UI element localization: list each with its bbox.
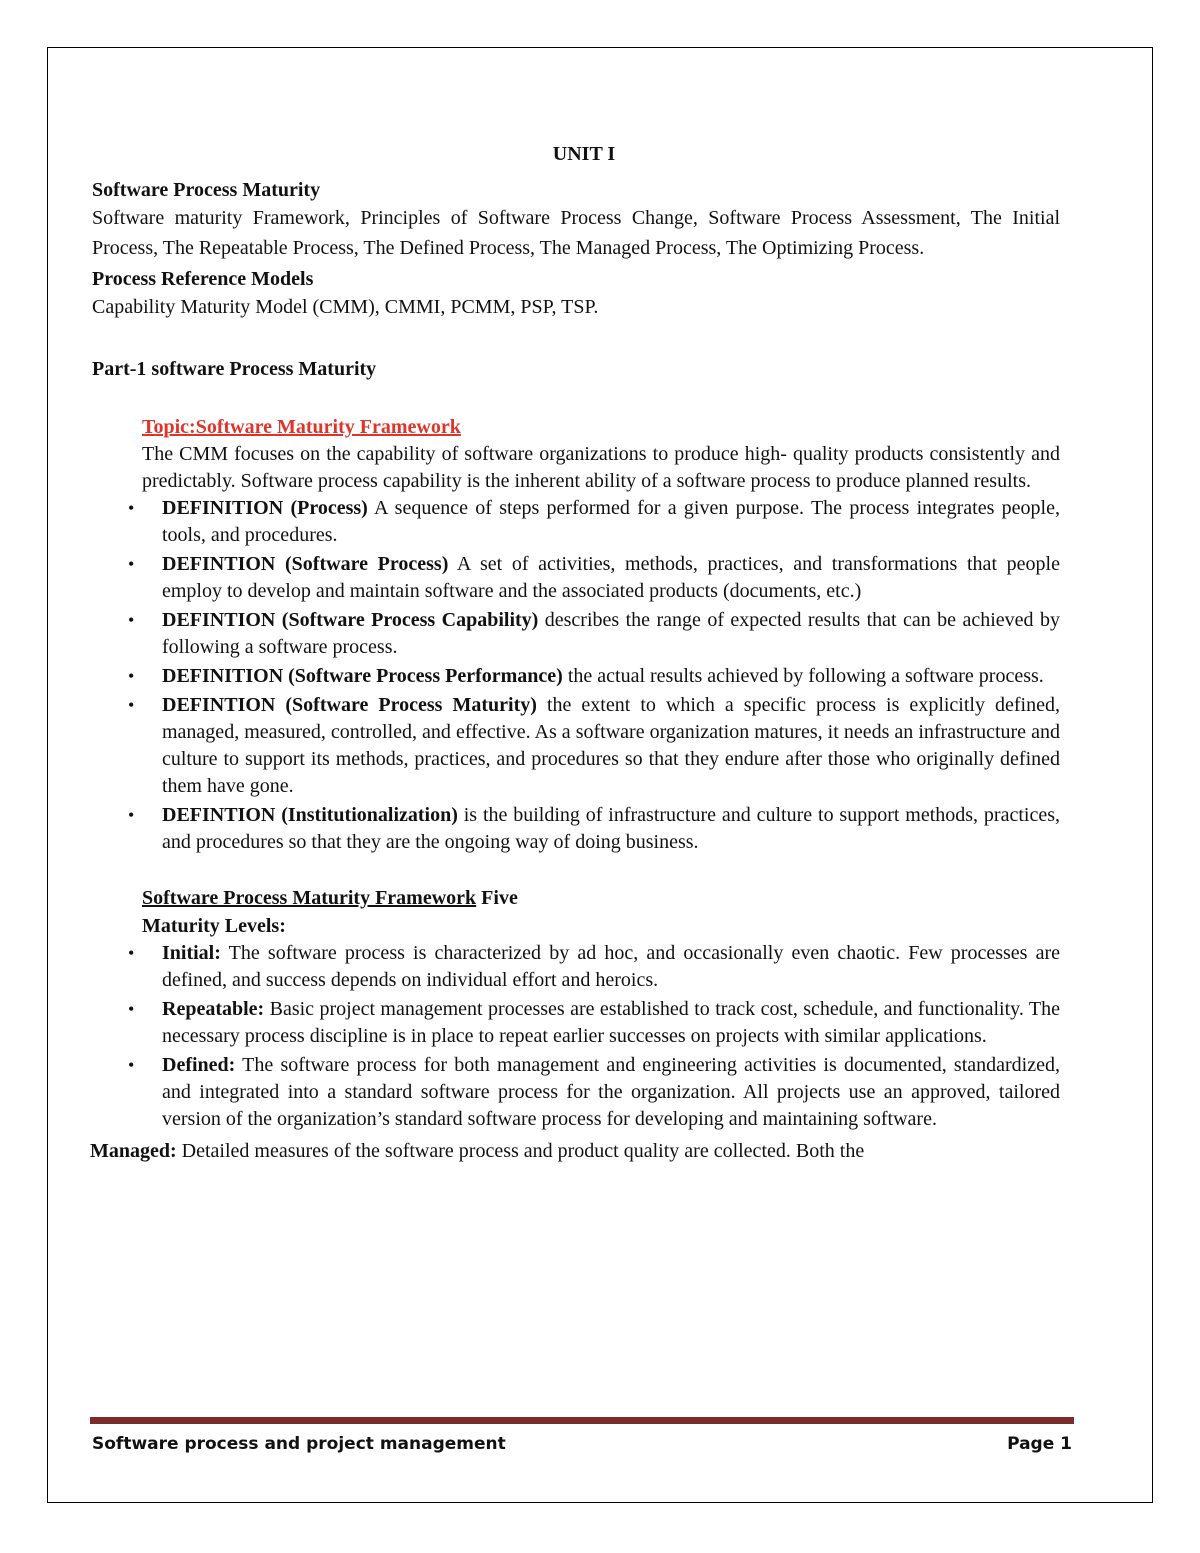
managed-paragraph	[90, 1137, 1060, 1165]
definition-text: the extent to which a specific process is explicitly defined, managed, measured, controlled, and effective. As a software organization matures, it needs an infrastructure and culture to support its methods, practices, and procedures so that they endure after those who originally defined them have gone.	[162, 693, 1060, 797]
bullet-icon: •	[128, 665, 135, 686]
list-item	[128, 1052, 1060, 1133]
level-term: Defined:	[162, 1053, 236, 1076]
managed-term: Managed:	[90, 1139, 177, 1162]
bullet-icon: •	[128, 694, 135, 715]
document-body	[92, 140, 1060, 1165]
definition-text: A sequence of steps performed for a given purpose. The process integrates people, tools, and procedures.	[162, 496, 1060, 546]
definition-term: DEFINTION (Software Process Maturity)	[162, 693, 537, 716]
topic-section	[92, 413, 1060, 495]
framework-heading	[142, 884, 1060, 912]
definition-term: DEFINITION (Process)	[162, 496, 368, 519]
maturity-levels-list	[92, 940, 1060, 1133]
framework-subheading: Maturity Levels:	[142, 914, 286, 937]
bullet-icon: •	[128, 553, 135, 574]
definition-term: DEFINTION (Software Process)	[162, 552, 449, 575]
list-item	[128, 996, 1060, 1050]
section-text-maturity: Software maturity Framework, Principles of Software Process Change, Software Process Assessment, The Initial Process, The Repeatable Process, The Defined Process, The Managed Process, The Optimizing Process.	[92, 207, 1060, 259]
footer-rule	[90, 1417, 1074, 1424]
unit-title: UNIT I	[552, 143, 616, 165]
level-text: The software process for both management and engineering activities is documented, standardized, and integrated into a standard software process for the organization. All projects use an approved, tailored version of the organization’s standard software process for developing and maintaining software.	[162, 1053, 1060, 1130]
definition-term: DEFINTION (Software Process Capability)	[162, 608, 539, 631]
section-heading-reference-models: Process Reference Models	[92, 268, 314, 290]
bullet-icon: •	[128, 942, 135, 963]
level-text: The software process is characterized by ad hoc, and occasionally even chaotic. Few processes are defined, and success depends on individual effort and heroics.	[162, 941, 1060, 991]
level-text: Basic project management processes are established to track cost, schedule, and functionality. The necessary process discipline is in place to repeat earlier successes on projects with similar applications.	[162, 997, 1060, 1047]
framework-section	[92, 884, 1060, 940]
definitions-list	[92, 495, 1060, 856]
topic-intro: The CMM focuses on the capability of software organizations to produce high- quality products consistently and predictably. Software process capability is the inherent ability of a software process to produce planned results.	[142, 442, 1060, 492]
framework-heading-rest: Five	[476, 886, 518, 909]
part-heading: Part-1 software Process Maturity	[92, 357, 377, 380]
list-item	[128, 692, 1060, 800]
list-item	[128, 551, 1060, 605]
page-number: Page 1	[1007, 1434, 1072, 1454]
level-term: Initial:	[162, 941, 221, 964]
bullet-icon: •	[128, 998, 135, 1019]
list-item	[128, 663, 1060, 690]
section-text-reference-models: Capability Maturity Model (CMM), CMMI, PCMM, PSP, TSP.	[92, 296, 599, 318]
list-item	[128, 495, 1060, 549]
bullet-icon: •	[128, 609, 135, 630]
level-term: Repeatable:	[162, 997, 265, 1020]
list-item	[128, 802, 1060, 856]
list-item	[128, 940, 1060, 994]
definition-text: A set of activities, methods, practices, and transformations that people employ to develop and maintain software and the associated products (documents, etc.)	[162, 552, 1060, 602]
definition-text: is the building of infrastructure and culture to support methods, practices, and procedures so that they are the ongoing way of doing business.	[162, 803, 1060, 853]
bullet-icon: •	[128, 1054, 135, 1075]
footer-title: Software process and project management	[92, 1434, 506, 1454]
bullet-icon: •	[128, 804, 135, 825]
bullet-icon: •	[128, 497, 135, 518]
definition-term: DEFINTION (Institutionalization)	[162, 803, 458, 826]
framework-heading-underlined: Software Process Maturity Framework	[142, 886, 477, 909]
list-item	[128, 607, 1060, 661]
section-heading-maturity: Software Process Maturity	[92, 179, 321, 201]
definition-term: DEFINITION (Software Process Performance)	[162, 664, 563, 687]
managed-text: Detailed measures of the software process and product quality are collected. Both the	[176, 1139, 865, 1162]
topic-title: Topic:Software Maturity Framework	[142, 415, 461, 438]
definition-text: the actual results achieved by following a software process.	[562, 664, 1044, 687]
definition-text: describes the range of expected results that can be achieved by following a software process.	[162, 608, 1060, 658]
